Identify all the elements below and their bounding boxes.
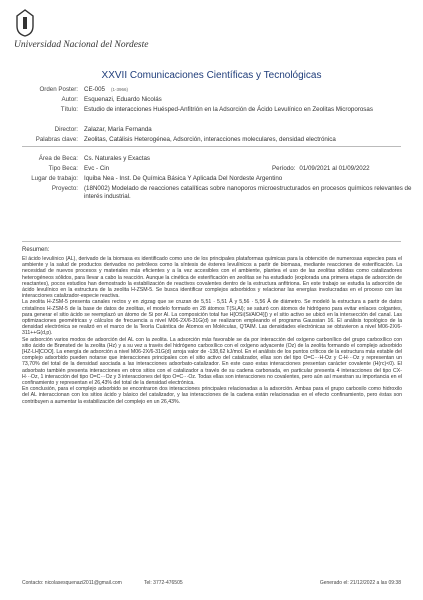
footer-tel: Tel: 3772-476505 [144,580,183,586]
periodo-value: 01/09/2021 al 01/09/2022 [299,165,370,172]
autor-value: Esquenazi, Eduardo Nicolás [84,96,162,103]
divider-resumen [22,241,401,242]
resumen-label: Resumen: [22,247,50,253]
orden-label: Orden Poster: [39,86,78,93]
proyecto-label: Proyecto: [51,185,78,192]
orden-number: CE-005 [84,86,105,93]
director-label: Director: [54,126,78,133]
footer-generated: Generado el: 21/12/2022 a las 09:38 [319,580,401,586]
resumen-paragraph: El ácido levulínico (AL), derivado de la biomasa es identificado como uno de los principales plataformas químicas para la obtención de numerosas especies para el ambiente y la salud de productos derivados no petróleos como la síntesis de ésteres levulínicos a partir de biomasa, mediante reacciones de esterificación. La necesidad de nuevos procesos y materiales más eficientes y a la vez accesibles con el ambiente, plantea el uso de las zeolitas sólidas como catalizadores heterogéneos sólidos, para llevar a cabo la reacción. Aunque la cinética de esterificación en zeolitas se ha estudiado (explorada una primera etapa de adsorción de reactantes), pocos estudios han demostrado la estabilización de reactivos covalentes dentro de la estructura anfitriona. En este trabajo se estudia la adsorción de ácido levulínico en la estructura de la zeolita H-ZSM-5. Se busca identificar complejos adsorbidos y relacionar las energías involucradas en el proceso con las interacciones catalizador-especie reactiva. [22,256,402,300]
periodo-label: Período: [272,165,296,172]
area-value: Cs. Naturales y Exactas [84,155,151,162]
lugar-value: Iquiba Nea - Inst. De Química Básica Y Aplicada Del Nordeste Argentino [84,175,283,182]
tipo-label: Tipo Beca: [48,165,78,172]
titulo-label: Título: [60,106,78,113]
event-title: XXVII Comunicaciones Científicas y Tecnológicas [101,70,322,81]
university-logo [14,8,149,60]
area-label: Área de Beca: [38,155,78,162]
orden-value [84,86,414,94]
university-name: Universidad Nacional del Nordeste [14,40,149,50]
resumen-paragraph: En conclusión, para el complejo adsorbido se encontraron dos interacciones principales relacionadas a la adsorción. Ambas para el grupo carboxilo como hidroxilo del AL interaccionan con los sitios ácido y básico del catalizador, y las interacciones de la cadena están relacionadas en el efecto confinamiento, pero éstas son contribuyen a aumentar la estabilización del complejo en un 26,43%. [22,386,402,405]
orden-code: (1-3966) [110,87,128,92]
keywords-value: Zeolitas, Catálisis Heterogénea, Adsorción, interacciones moleculares, densidad electrónica [84,136,336,143]
university-crest-icon [14,8,36,38]
lugar-label: Lugar de trabajo: [31,175,78,182]
titulo-value: Estudio de interacciones Huésped-Anfitrión en la Adsorción de Ácido Levulínico en Zeolitas Microporosas [84,106,373,113]
resumen-paragraph: La zeolita H-ZSM-5 presenta canales rectos y en zigzag que se cruzan de 5,51 · 5,51 Å y 5,56 · 5,56 Å de diámetro. Se modeló la estructura a partir de datos cristalinos H-ZSM-5 de la base de datos de zeolitas, el modelo formado en 28 átomos T(Si,Al); se saturó con átomos de hidrógeno para evitar enlaces colgantes, para generar el sitio ácido se reemplazó un átomo de Si por Al. La composición total fue H[OSi(Si/AlO4)]) y el sitio activo se ubicó en la intersección del canal. Las optimizaciones geométricas y cálculos de frecuencia a nivel M06-2X/6-31G(d) se realizaron empleando el programa Gaussian 16. El análisis topológico de la densidad electrónica se realizó en el marco de la Teoría Cuántica de Átomos en Moléculas, QTAIM. Las densidades electrónicas se obtuvieron a nivel M06-2X/6-311++G(d,p). [22,299,402,337]
tipo-value: Evc - Cin [84,165,110,172]
divider-top [22,146,401,147]
footer-contact: Contacto: nicolasesquenazi2011@gmail.com [22,580,122,586]
periodo [272,165,370,173]
resumen-paragraph: Se adsorción varios modos de adsorción del AL con la zeolita. La adsorción más favorable se da por interacción del oxígeno carbonílico del grupo carboxílico con sitio ácido de Brønsted de la zeolita (Hz) y a su vez a través del hidrógeno carboxílico con el oxígeno adyacente (Oz) de la zeolita formando el complejo adsorbido [HZ-LH]COO]. La energía de adsorción a nivel M06-2X/6-31G(d) arroja valor de -138,62 kJ/mol. En el análisis de los puntos críticos de la estructura más estable del complejo adsorbido pueden notarse que interacciones principales con el sitio activo del catalizador, ellas son del tipo O=C···H-Oz y C-H···Oz y representan un 73,70% del total de la densidad asociada a las interacciones adsorbato-catalizador. En este caso estas interacciones presentan carácter covalente (H(rc)<0). El adsorbato también presenta interacciones en otros sitios con el catalizador a través de su cadena carbonada, en particular presenta 4 interacciones del tipo CX-H···Oz, 1 interacción del tipo O=C···Oz y 3 interacciones del tipo O=C···Oz. Todas ellas son interacciones no covalentes, pero aún así muestran su importancia en el confinamiento y representan el 26,43% del total de la densidad electrónica. [22,336,402,387]
resumen-body [22,256,402,405]
proyecto-value: (18N002) Modelado de reacciones catalíticas sobre nanoporos microestructurados en procesos químicos relevantes de interés industrial. [84,185,412,200]
director-value: Zalazar, María Fernanda [84,126,152,133]
autor-label: Autor: [61,96,78,103]
keywords-label: Palabras clave: [35,136,78,143]
